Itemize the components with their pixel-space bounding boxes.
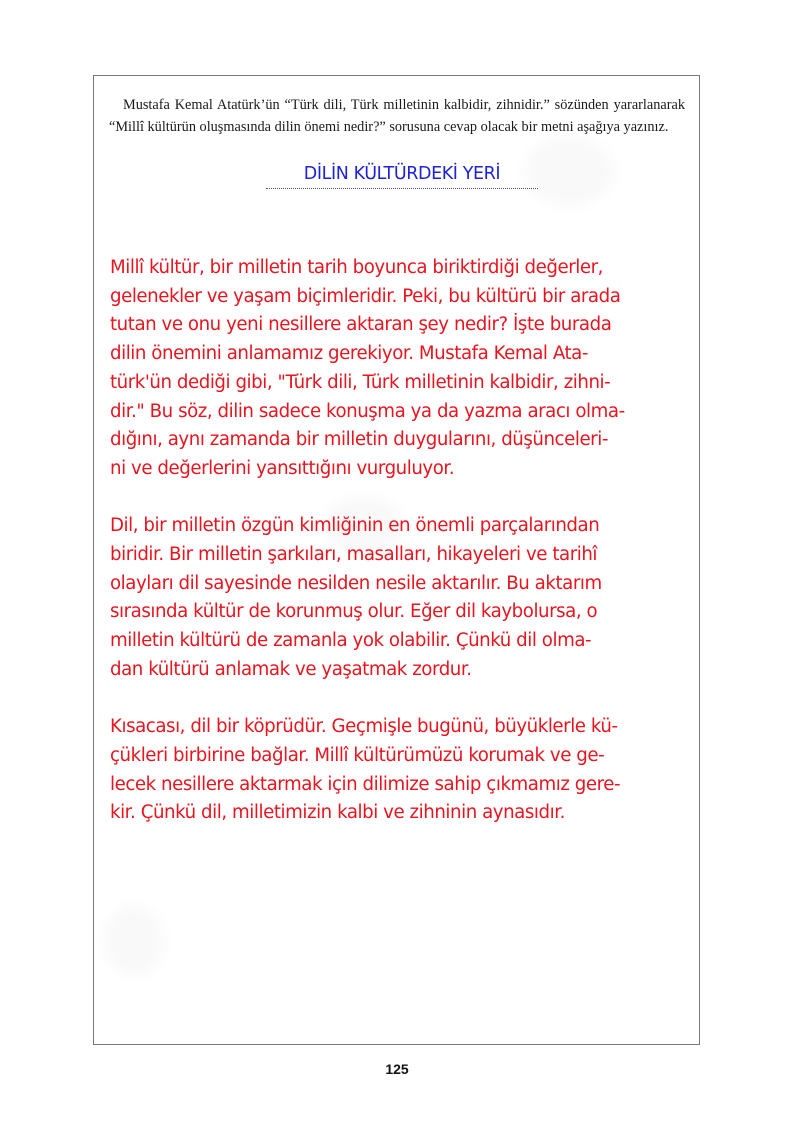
watermark-smudge bbox=[104, 906, 164, 976]
essay-body bbox=[110, 254, 696, 857]
instruction-line-2: yararlanarak “Millî kültürün oluşmasında dilin önemi nedir?” sorusuna cevap olacak bir bbox=[109, 97, 685, 135]
writing-frame bbox=[93, 75, 700, 1045]
essay-paragraph-3 bbox=[110, 713, 696, 828]
instruction-line-3: metni aşağıya yazınız. bbox=[540, 119, 669, 135]
essay-line: olayları dil sayesinde nesilden nesile aktarılır. Bu aktarım bbox=[110, 572, 602, 594]
essay-paragraph-1 bbox=[110, 254, 696, 484]
exercise-instruction bbox=[109, 94, 685, 138]
essay-line: Kısacası, dil bir köprüdür. Geçmişle bugünü, büyüklerle kü- bbox=[110, 716, 618, 738]
essay-title-underline bbox=[266, 160, 538, 189]
essay-line: dığını, aynı zamanda bir milletin duygularını, düşünceleri- bbox=[110, 429, 608, 451]
essay-line: dan kültürü anlamak ve yaşatmak zordur. bbox=[110, 658, 472, 680]
essay-line: dilin önemini anlamamız gerekiyor. Mustafa Kemal Ata- bbox=[110, 343, 588, 365]
essay-title: DİLİN KÜLTÜRDEKİ YERİ bbox=[303, 164, 501, 184]
essay-line: lecek nesillere aktarmak için dilimize sahip çıkmamız gere- bbox=[110, 773, 621, 795]
essay-line: sırasında kültür de korunmuş olur. Eğer dil kaybolursa, o bbox=[110, 601, 598, 623]
page-number: 125 bbox=[385, 1061, 409, 1077]
instruction-line-1: Mustafa Kemal Atatürk’ün “Türk dili, Türk milletinin kalbidir, zihnidir.” sözünden bbox=[123, 97, 609, 113]
essay-line: Dil, bir milletin özgün kimliğinin en önemli parçalarından bbox=[110, 515, 600, 537]
essay-line: kir. Çünkü dil, milletimizin kalbi ve zihninin aynasıdır. bbox=[110, 802, 565, 824]
essay-line: Millî kültür, bir milletin tarih boyunca biriktirdiği değerler, bbox=[110, 257, 603, 278]
essay-line: türk'ün dediği gibi, "Türk dili, Türk milletinin kalbidir, zihni- bbox=[110, 371, 611, 393]
essay-line: tutan ve onu yeni nesillere aktaran şey nedir? İşte burada bbox=[110, 314, 612, 336]
essay-paragraph-2 bbox=[110, 512, 696, 684]
essay-line: dir." Bu söz, dilin sadece konuşma ya da yazma aracı olma- bbox=[110, 400, 625, 422]
essay-line: ni ve değerlerini yansıttığını vurguluyor. bbox=[110, 457, 455, 479]
essay-line: gelenekler ve yaşam biçimleridir. Peki, bu kültürü bir arada bbox=[110, 285, 621, 307]
essay-line: milletin kültürü de zamanla yok olabilir. Çünkü dil olma- bbox=[110, 630, 592, 652]
essay-line: çükleri birbirine bağlar. Millî kültürümüzü korumak ve ge- bbox=[110, 744, 605, 766]
essay-line: biridir. Bir milletin şarkıları, masalları, hikayeleri ve tarihî bbox=[110, 544, 598, 566]
